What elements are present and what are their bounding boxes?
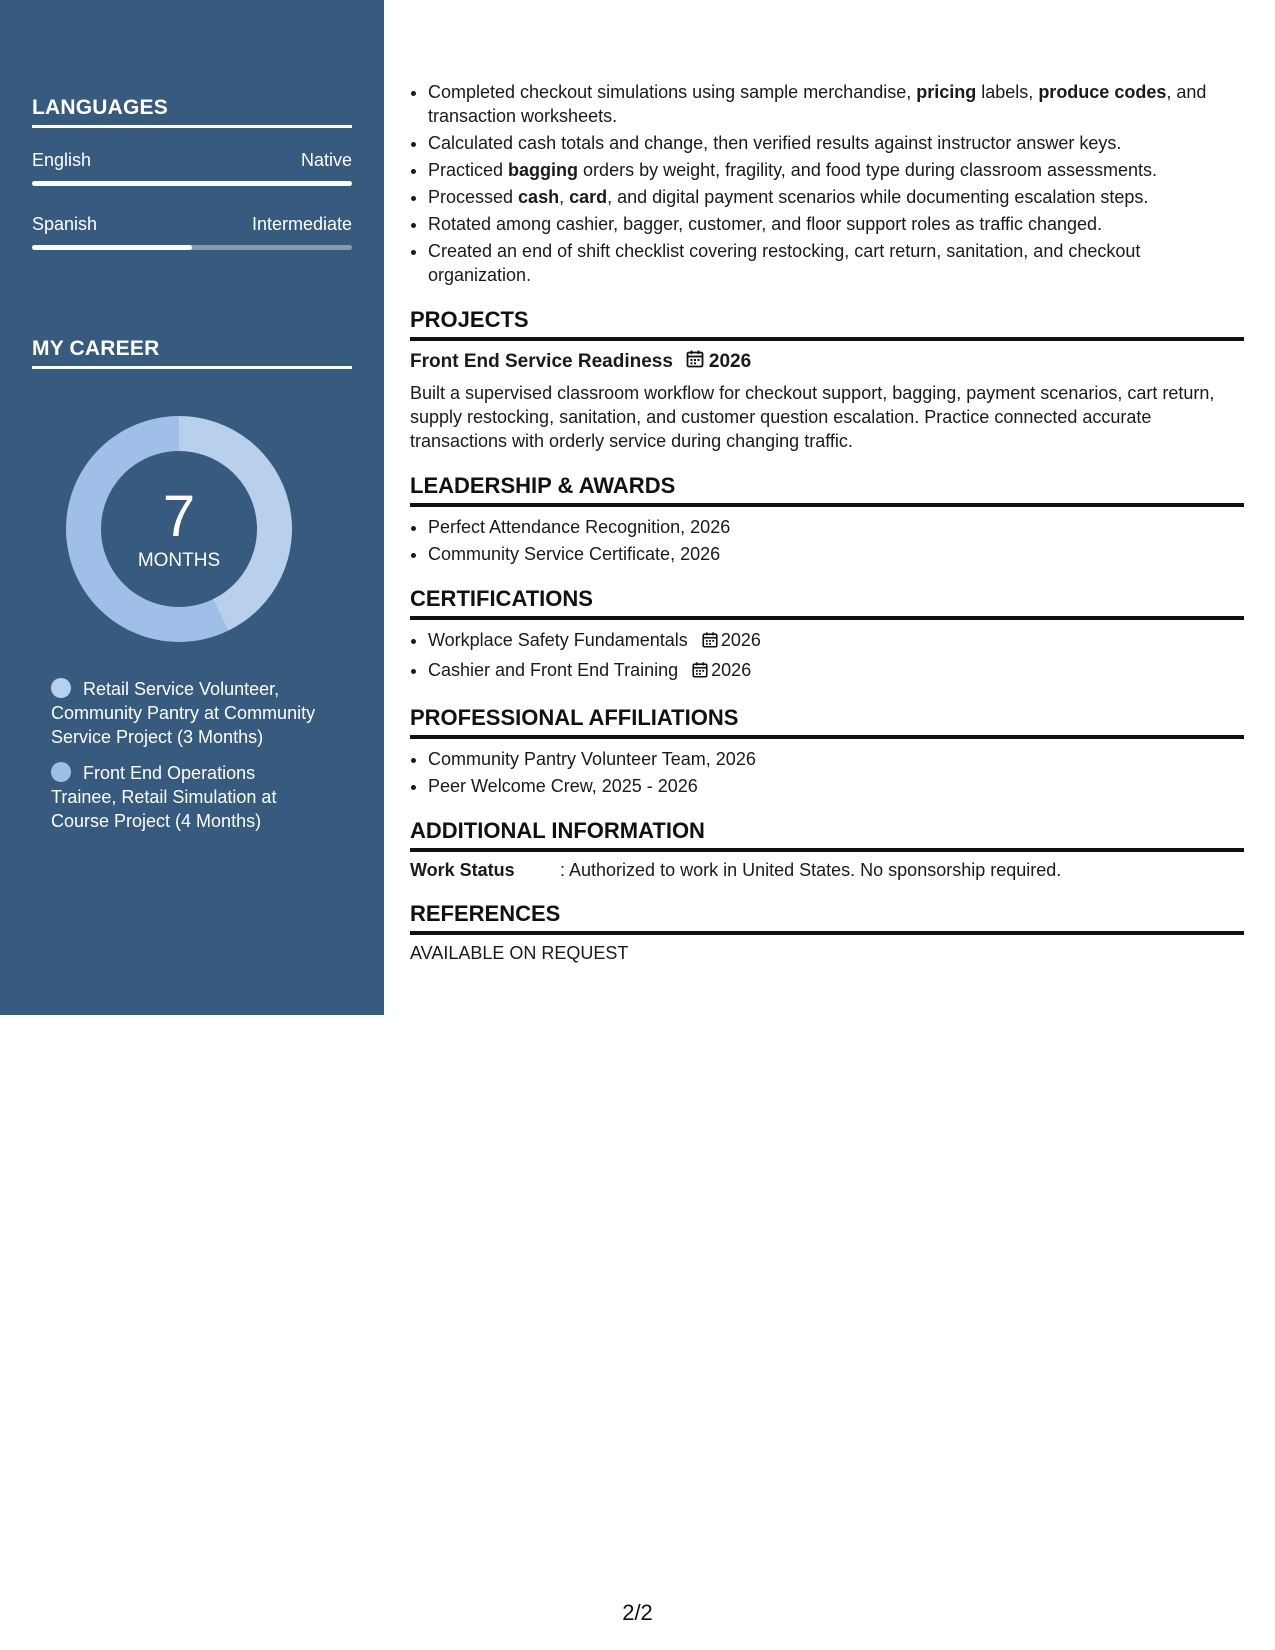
keyword: cash <box>518 187 560 207</box>
career-donut-center <box>66 416 292 642</box>
keyword: produce codes <box>1038 82 1167 102</box>
language-level: Intermediate <box>251 214 352 234</box>
bullet-text: labels, <box>976 82 1039 102</box>
award-item: • Perfect Attendance Recognition, 2026 <box>428 515 1244 539</box>
additional-info-heading: ADDITIONAL INFORMATION <box>410 818 1244 852</box>
awards-list <box>410 515 1244 566</box>
legend-dot-icon <box>51 762 71 782</box>
experience-bullets <box>410 80 1244 287</box>
career-legend-text: Retail Service Volunteer, Community Pantry at Community Service Project (3 Months) <box>51 679 316 747</box>
bullet-text: orders by weight, fragility, and food type during classroom assessments. <box>578 160 1157 180</box>
sidebar <box>0 0 384 1015</box>
certification-item <box>428 628 1244 655</box>
career-unit: MONTHS <box>137 550 221 571</box>
work-status-value: : Authorized to work in United States. No sponsorship required. <box>560 860 1062 880</box>
awards-heading: LEADERSHIP & AWARDS <box>410 473 1244 507</box>
references-heading: REFERENCES <box>410 901 1244 935</box>
career-legend-item <box>51 761 321 833</box>
bullet-text: Processed <box>428 187 519 207</box>
bullet-text: Calculated cash totals and change, then verified results against instructor answer keys. <box>428 133 1122 153</box>
language-level: Native <box>300 150 352 170</box>
work-status-label: Work Status <box>410 860 515 880</box>
main-content <box>410 80 1244 964</box>
certification-name: Workplace Safety Fundamentals <box>428 630 688 650</box>
bullet-text: Practiced <box>428 160 509 180</box>
bullet-text: Completed checkout simulations using sample merchandise, <box>428 82 917 102</box>
experience-bullet <box>428 212 1244 236</box>
language-bar-spanish <box>32 245 352 250</box>
certification-item <box>428 658 1244 685</box>
award-item: • Community Service Certificate, 2026 <box>428 542 1244 566</box>
language-name: Spanish <box>32 214 98 234</box>
experience-bullet <box>428 185 1244 209</box>
language-bar-english <box>32 181 352 186</box>
projects-heading: PROJECTS <box>410 307 1244 341</box>
page-number: 2/2 <box>622 1600 653 1625</box>
work-status-row <box>410 860 1244 881</box>
languages-heading: LANGUAGES <box>32 96 352 128</box>
bullet-text: , and transaction worksheets. <box>428 82 1207 126</box>
language-row-spanish <box>32 214 352 235</box>
experience-bullet <box>428 158 1244 182</box>
keyword: pricing <box>916 82 977 102</box>
calendar-icon <box>685 349 705 375</box>
career-legend <box>51 677 321 845</box>
languages-section <box>32 96 352 250</box>
career-section <box>32 337 352 369</box>
project-title: Front End Service Readiness <box>410 351 673 372</box>
bullet-text: Rotated among cashier, bagger, customer, and floor support roles as traffic changed. <box>428 214 1103 234</box>
calendar-icon <box>701 631 719 655</box>
certification-name: Cashier and Front End Training <box>428 660 679 680</box>
calendar-icon <box>691 661 709 685</box>
legend-dot-icon <box>51 678 71 698</box>
project-header <box>410 349 1244 375</box>
language-bar-fill <box>32 181 352 186</box>
affiliation-item: • Community Pantry Volunteer Team, 2026 <box>428 747 1244 771</box>
certification-year: 2026 <box>720 630 761 650</box>
project-year: 2026 <box>708 351 752 372</box>
affiliations-heading: PROFESSIONAL AFFILIATIONS <box>410 705 1244 739</box>
certifications-list <box>410 628 1244 685</box>
references-text: AVAILABLE ON REQUEST <box>410 943 629 963</box>
keyword: bagging <box>508 160 579 180</box>
affiliations-list <box>410 747 1244 798</box>
language-name: English <box>32 150 92 170</box>
career-total: 7 <box>162 484 196 549</box>
career-legend-text: Front End Operations Trainee, Retail Simulation at Course Project (4 Months) <box>51 763 277 831</box>
bullet-text: , <box>559 187 570 207</box>
career-legend-item <box>51 677 321 749</box>
certification-year: 2026 <box>711 660 752 680</box>
certifications-heading: CERTIFICATIONS <box>410 586 1244 620</box>
bullet-text: , and digital payment scenarios while documenting escalation steps. <box>607 187 1149 207</box>
experience-bullet <box>428 239 1244 287</box>
experience-bullet <box>428 131 1244 155</box>
affiliation-item: • Peer Welcome Crew, 2025 - 2026 <box>428 774 1244 798</box>
language-row-english <box>32 150 352 171</box>
language-bar-fill <box>32 245 192 250</box>
bullet-text: Created an end of shift checklist covering restocking, cart return, sanitation, and checkout organization. <box>428 241 1141 285</box>
experience-bullet <box>428 80 1244 128</box>
keyword: card <box>569 187 608 207</box>
project-description: Built a supervised classroom workflow for checkout support, bagging, payment scenarios, cart return, supply restocking, sanitation, and customer question escalation. Practice connected accurate transactions with orderly service during changing traffic. <box>410 383 1215 451</box>
career-heading: MY CAREER <box>32 337 352 369</box>
career-donut <box>66 416 292 642</box>
